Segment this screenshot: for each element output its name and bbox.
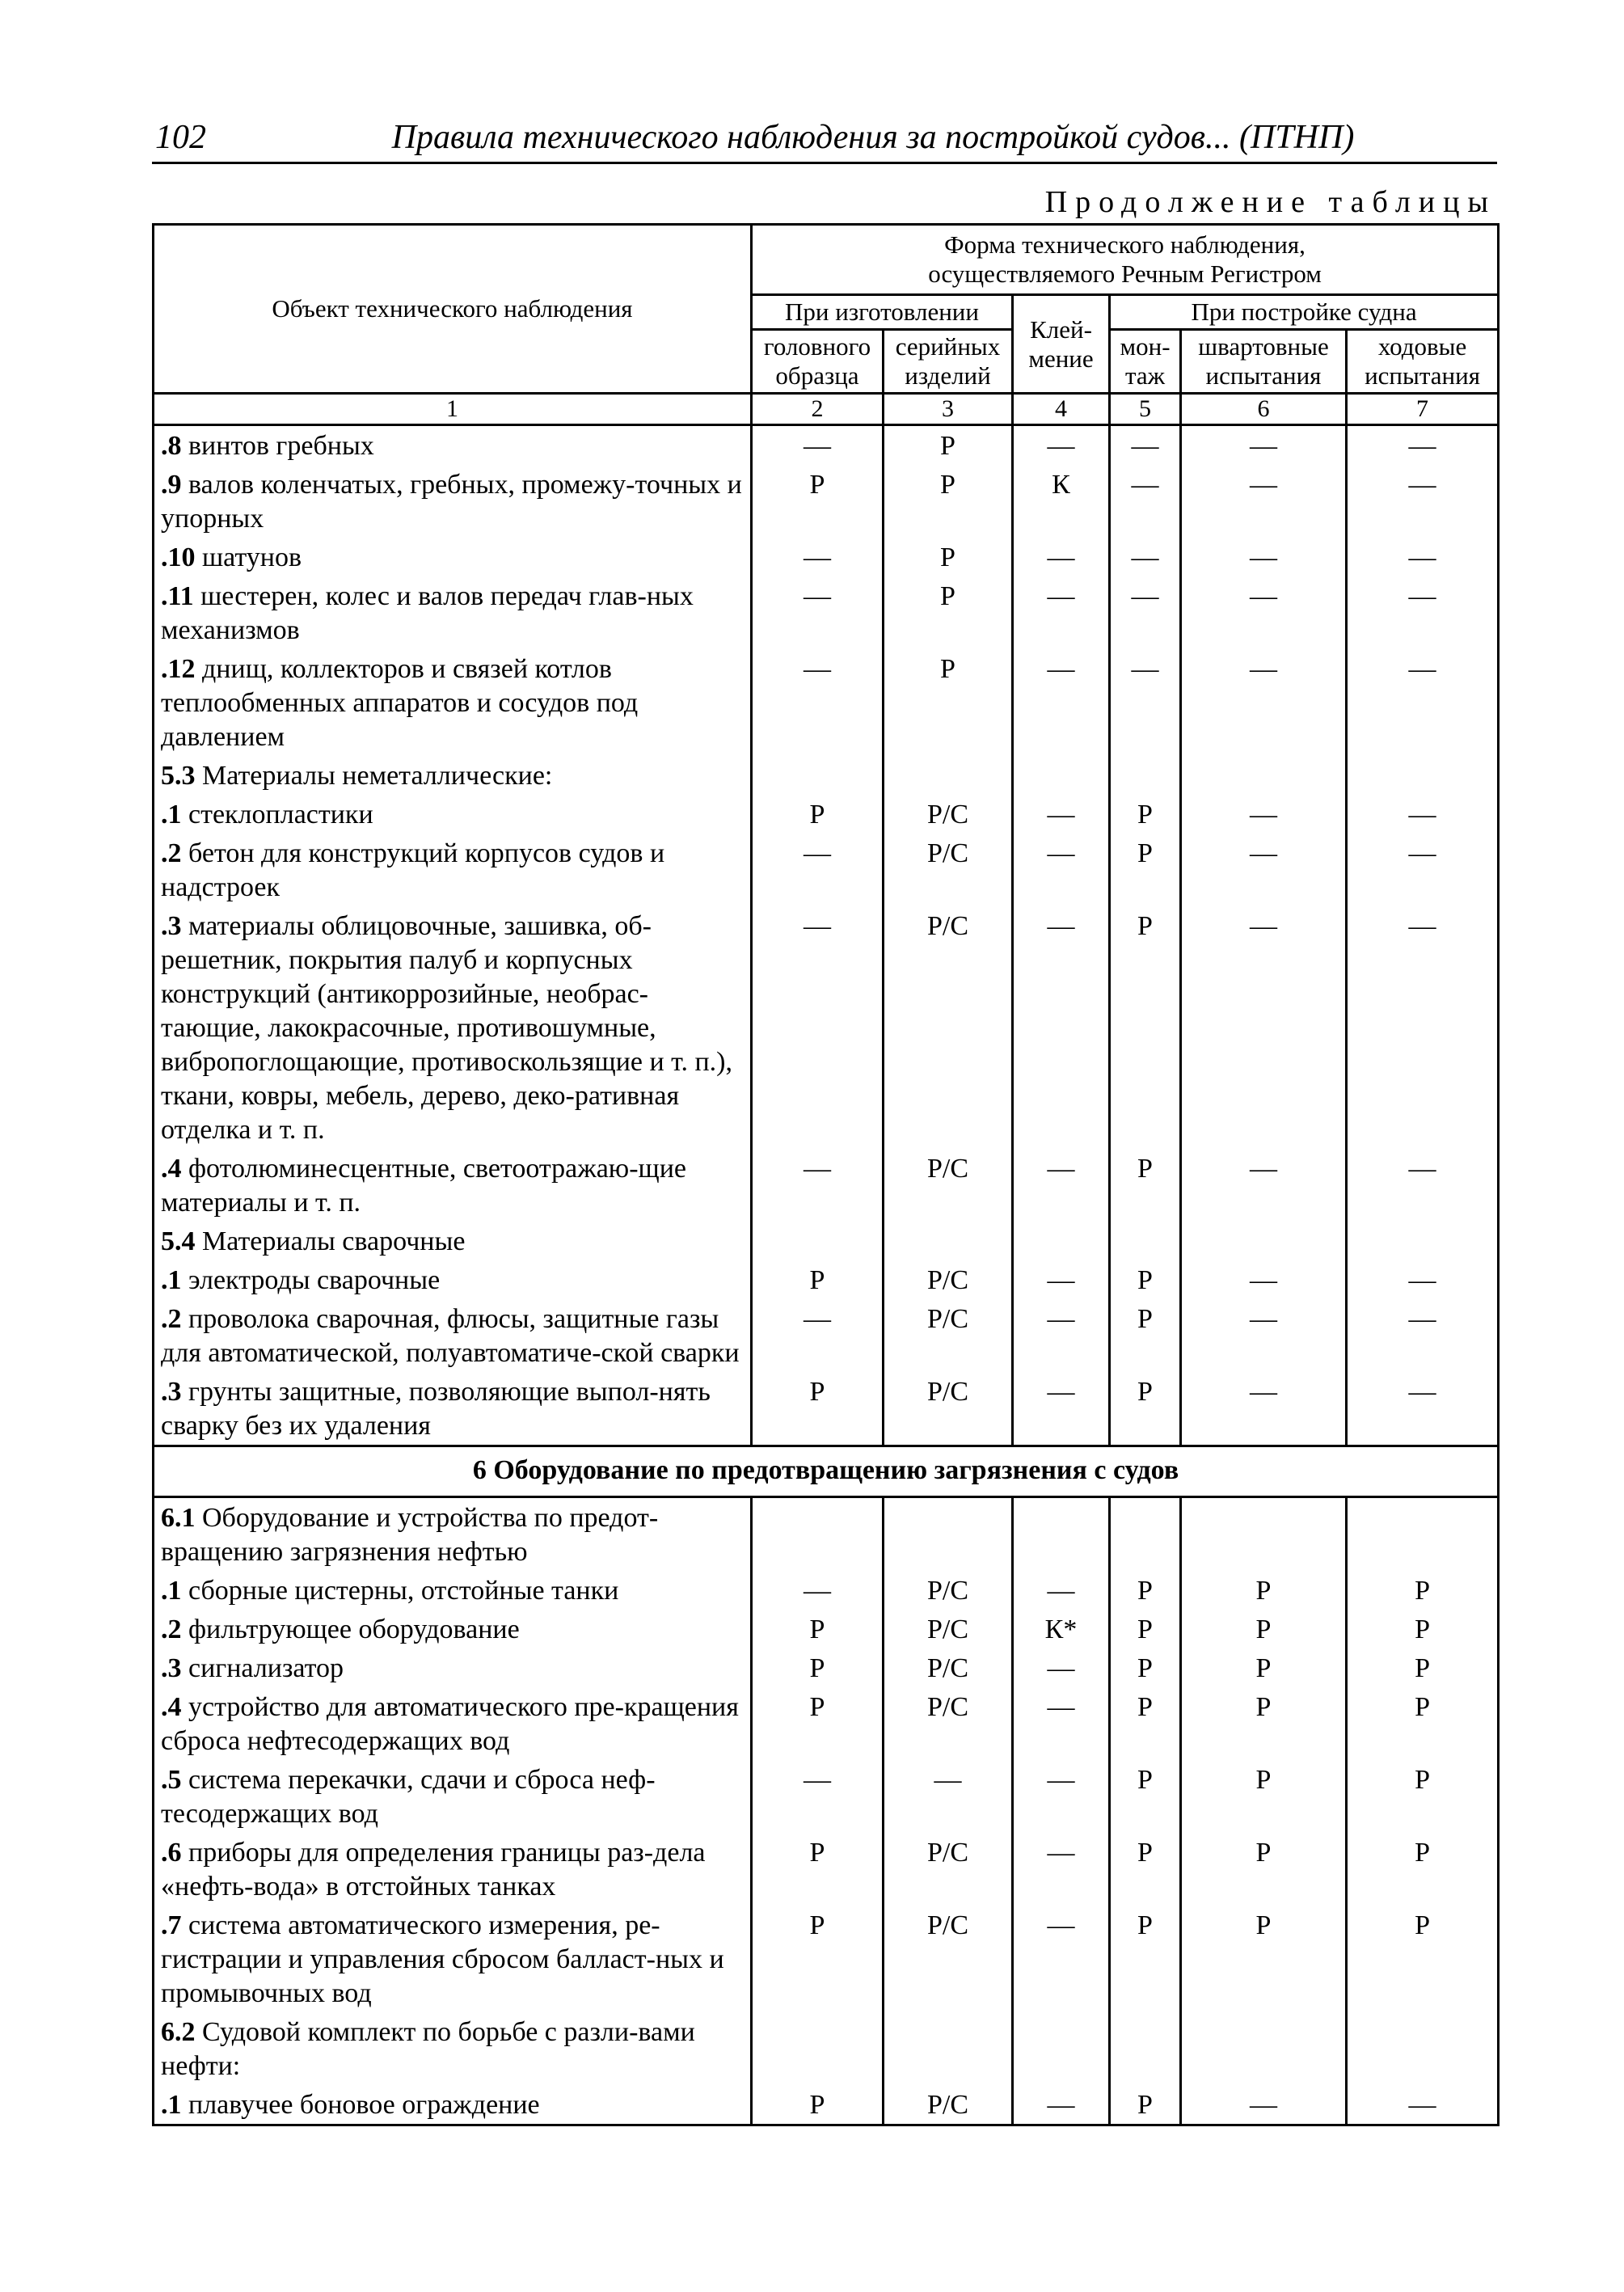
object-cell <box>154 1497 752 1572</box>
form-value-cell: — <box>1181 1372 1347 1446</box>
form-value-cell <box>1347 2012 1499 2085</box>
form-value-cell <box>1110 2012 1181 2085</box>
form-value-cell: Р <box>752 1833 884 1906</box>
table-row <box>154 538 1499 576</box>
form-value-cell: — <box>1110 576 1181 649</box>
form-value-cell: Р/С <box>884 1687 1013 1760</box>
form-value-cell: — <box>1013 2085 1110 2125</box>
form-value-cell <box>1347 1497 1499 1572</box>
form-value-cell: Р <box>752 1687 884 1760</box>
item-text: система автоматического измерения, ре-гистрации и управления сбросом балласт-ных и промывочных вод <box>161 1910 724 2008</box>
form-value-cell <box>1181 1497 1347 1572</box>
form-value-cell: — <box>1347 425 1499 466</box>
item-number: .12 <box>161 654 196 684</box>
col-number: 6 <box>1181 394 1347 425</box>
table-row <box>154 1648 1499 1687</box>
item-text: шатунов <box>195 542 302 572</box>
section-row <box>154 1446 1499 1497</box>
form-value-cell: — <box>1181 906 1347 1149</box>
table-row <box>154 425 1499 466</box>
form-value-cell: — <box>1181 2085 1347 2125</box>
form-value-cell: — <box>752 425 884 466</box>
form-value-cell: Р <box>884 425 1013 466</box>
object-cell <box>154 2085 752 2125</box>
technical-supervision-table <box>152 223 1500 2126</box>
form-value-cell: — <box>1347 1149 1499 1222</box>
page-header <box>152 113 1497 164</box>
form-value-cell: — <box>1013 1260 1110 1299</box>
item-text: Оборудование и устройства по предот-вращению загрязнения нефтью <box>161 1503 659 1567</box>
form-value-cell: — <box>752 1299 884 1372</box>
form-value-cell: Р <box>752 1906 884 2012</box>
form-value-cell: — <box>1013 576 1110 649</box>
form-value-cell <box>1347 756 1499 795</box>
item-number: .2 <box>161 838 182 868</box>
form-value-cell <box>752 1497 884 1572</box>
form-value-cell: Р/С <box>884 1372 1013 1446</box>
item-number: 5.3 <box>161 761 196 791</box>
form-value-cell <box>1013 756 1110 795</box>
table-body <box>154 425 1499 2125</box>
form-value-cell: Р/С <box>884 1571 1013 1610</box>
form-value-cell: — <box>752 576 884 649</box>
item-number: .11 <box>161 581 194 611</box>
form-value-cell: Р <box>884 538 1013 576</box>
table-row <box>154 2012 1499 2085</box>
form-value-cell <box>1013 2012 1110 2085</box>
form-value-cell: Р <box>1181 1648 1347 1687</box>
form-value-cell: Р <box>1110 1760 1181 1833</box>
form-value-cell: Р <box>1110 1906 1181 2012</box>
form-value-cell: — <box>1347 649 1499 756</box>
item-number: .6 <box>161 1838 182 1868</box>
form-value-cell <box>1181 756 1347 795</box>
object-cell <box>154 1648 752 1687</box>
header-branding: Клей-мение <box>1013 295 1110 394</box>
form-value-cell: Р <box>752 1610 884 1648</box>
header-manufacture: При изготовлении <box>752 295 1013 330</box>
form-value-cell: Р <box>1347 1610 1499 1648</box>
form-value-cell: Р <box>752 795 884 834</box>
form-value-cell: — <box>1347 795 1499 834</box>
form-value-cell: Р/С <box>884 1610 1013 1648</box>
form-value-cell: — <box>752 649 884 756</box>
item-text: система перекачки, сдачи и сброса неф-тесодержащих вод <box>161 1765 656 1829</box>
form-value-cell: Р <box>884 576 1013 649</box>
form-value-cell: Р/С <box>884 1833 1013 1906</box>
object-cell <box>154 1149 752 1222</box>
form-value-cell <box>752 2012 884 2085</box>
object-cell <box>154 1833 752 1906</box>
form-value-cell <box>884 1222 1013 1260</box>
form-value-cell <box>1013 1222 1110 1260</box>
form-value-cell: — <box>1013 1299 1110 1372</box>
table-row <box>154 1571 1499 1610</box>
object-cell <box>154 1299 752 1372</box>
form-value-cell: Р <box>1110 1833 1181 1906</box>
form-value-cell: — <box>1347 576 1499 649</box>
form-value-cell: Р/С <box>884 795 1013 834</box>
form-value-cell: — <box>1347 834 1499 906</box>
form-value-cell <box>1110 1497 1181 1572</box>
form-value-cell: Р <box>752 465 884 538</box>
form-value-cell: Р <box>1347 1571 1499 1610</box>
header-prototype: головного образца <box>752 330 884 394</box>
item-number: 5.4 <box>161 1226 196 1256</box>
item-number: .4 <box>161 1154 182 1184</box>
form-value-cell: — <box>884 1760 1013 1833</box>
header-construction: При постройке судна <box>1110 295 1499 330</box>
page-number: 102 <box>155 119 206 156</box>
item-number: .1 <box>161 2090 182 2120</box>
table-row <box>154 1833 1499 1906</box>
form-value-cell: — <box>1110 538 1181 576</box>
form-value-cell: — <box>1347 906 1499 1149</box>
form-value-cell <box>884 1497 1013 1572</box>
object-cell <box>154 1260 752 1299</box>
col-number: 5 <box>1110 394 1181 425</box>
form-value-cell: — <box>1013 1760 1110 1833</box>
object-cell <box>154 1687 752 1760</box>
item-text: сигнализатор <box>181 1653 344 1683</box>
form-value-cell: Р <box>1110 834 1181 906</box>
form-value-cell: — <box>1013 1149 1110 1222</box>
form-value-cell: — <box>752 834 884 906</box>
header-sea-trials: ходовые испытания <box>1347 330 1499 394</box>
header-serial: серийных изделий <box>884 330 1013 394</box>
form-value-cell: Р <box>1110 906 1181 1149</box>
item-number: .3 <box>161 1653 182 1683</box>
table-row <box>154 1906 1499 2012</box>
item-text: стеклопластики <box>181 800 373 829</box>
section-title: 6 Оборудование по предотвращению загрязнения с судов <box>154 1446 1499 1497</box>
item-text: фотолюминесцентные, светоотражаю-щие материалы и т. п. <box>161 1154 687 1218</box>
table-row <box>154 1222 1499 1260</box>
object-cell <box>154 1222 752 1260</box>
header-mooring-tests: швартовные испытания <box>1181 330 1347 394</box>
item-number: .7 <box>161 1910 182 1940</box>
form-value-cell: — <box>1181 538 1347 576</box>
form-value-cell: Р <box>1181 1610 1347 1648</box>
item-number: .9 <box>161 470 182 500</box>
item-text: материалы облицовочные, зашивка, об-решетник, покрытия палуб и корпусных конструкций (антикоррозийные, необрас-тающие, лакокрасочные, противошумные, вибропоглощающие, противоскользящие и т. п.), ткани, ковры, мебель, дерево, деко-ративная отделка и т. п. <box>161 911 732 1145</box>
table-row <box>154 649 1499 756</box>
object-cell <box>154 1610 752 1648</box>
table-row <box>154 1497 1499 1572</box>
form-value-cell: — <box>1347 1260 1499 1299</box>
form-value-cell: — <box>1347 1299 1499 1372</box>
form-value-cell: — <box>1013 795 1110 834</box>
form-value-cell: — <box>1013 649 1110 756</box>
item-text: приборы для определения границы раз-дела «нефть-вода» в отстойных танках <box>161 1838 706 1902</box>
form-value-cell: — <box>1013 1571 1110 1610</box>
form-value-cell: Р <box>1110 1687 1181 1760</box>
form-value-cell: Р <box>1110 2085 1181 2125</box>
table-row <box>154 1149 1499 1222</box>
form-value-cell: — <box>1013 906 1110 1149</box>
form-value-cell: Р <box>752 1648 884 1687</box>
object-cell <box>154 1906 752 2012</box>
form-value-cell: — <box>1013 1372 1110 1446</box>
form-value-cell: — <box>1181 425 1347 466</box>
col-number: 7 <box>1347 394 1499 425</box>
form-value-cell: — <box>1181 1149 1347 1222</box>
form-value-cell: — <box>1181 795 1347 834</box>
object-cell <box>154 795 752 834</box>
form-value-cell: Р <box>884 465 1013 538</box>
form-value-cell: Р <box>1110 1372 1181 1446</box>
table-row <box>154 1760 1499 1833</box>
form-value-cell: К* <box>1013 1610 1110 1648</box>
form-value-cell: Р <box>1347 1760 1499 1833</box>
form-value-cell: Р <box>1181 1760 1347 1833</box>
table-row <box>154 1372 1499 1446</box>
item-text: проволока сварочная, флюсы, защитные газы для автоматической, полуавтоматиче-ской сварки <box>161 1304 740 1368</box>
form-value-cell: Р <box>1181 1687 1347 1760</box>
item-text: плавучее боновое ограждение <box>181 2090 540 2120</box>
form-value-cell: — <box>752 538 884 576</box>
form-value-cell: Р/С <box>884 834 1013 906</box>
item-number: .1 <box>161 800 182 829</box>
header-form: Форма технического наблюдения, осуществляемого Речным Регистром <box>752 225 1499 295</box>
item-text: винтов гребных <box>181 431 374 461</box>
form-value-cell: — <box>752 906 884 1149</box>
form-value-cell: — <box>1013 834 1110 906</box>
object-cell <box>154 1372 752 1446</box>
object-cell <box>154 465 752 538</box>
object-cell <box>154 834 752 906</box>
form-value-cell: Р/С <box>884 1299 1013 1372</box>
item-text: Судовой комплект по борьбе с разли-вами нефти: <box>161 2017 695 2081</box>
form-value-cell: — <box>1110 465 1181 538</box>
form-value-cell: — <box>752 1571 884 1610</box>
object-cell <box>154 425 752 466</box>
item-text: шестерен, колес и валов передач глав-ных механизмов <box>161 581 694 645</box>
form-value-cell: — <box>1347 538 1499 576</box>
form-value-cell: — <box>1347 2085 1499 2125</box>
table-row <box>154 1687 1499 1760</box>
form-value-cell: — <box>752 1149 884 1222</box>
item-number: .3 <box>161 911 182 941</box>
table-row <box>154 465 1499 538</box>
form-value-cell: — <box>1013 1687 1110 1760</box>
table-row <box>154 2085 1499 2125</box>
item-number: .5 <box>161 1765 182 1795</box>
form-value-cell: Р <box>1110 1648 1181 1687</box>
object-cell <box>154 538 752 576</box>
item-text: днищ, коллекторов и связей котлов теплообменных аппаратов и сосудов под давлением <box>161 654 639 752</box>
table-row <box>154 834 1499 906</box>
item-number: .2 <box>161 1615 182 1644</box>
form-value-cell: Р <box>1110 1299 1181 1372</box>
object-cell <box>154 649 752 756</box>
col-number: 2 <box>752 394 884 425</box>
form-value-cell: Р <box>1347 1687 1499 1760</box>
form-value-cell: — <box>1013 1648 1110 1687</box>
col-number: 3 <box>884 394 1013 425</box>
form-value-cell <box>1347 1222 1499 1260</box>
form-value-cell: Р/С <box>884 906 1013 1149</box>
form-value-cell: — <box>1110 425 1181 466</box>
table-row <box>154 1299 1499 1372</box>
item-text: грунты защитные, позволяющие выпол-нять сварку без их удаления <box>161 1377 711 1441</box>
object-cell <box>154 1760 752 1833</box>
table-row <box>154 795 1499 834</box>
object-cell <box>154 756 752 795</box>
form-value-cell: — <box>1181 649 1347 756</box>
form-value-cell <box>884 2012 1013 2085</box>
form-value-cell <box>1110 756 1181 795</box>
form-value-cell: — <box>1181 465 1347 538</box>
item-text: Материалы неметаллические: <box>195 761 553 791</box>
form-value-cell: — <box>1181 834 1347 906</box>
object-cell <box>154 2012 752 2085</box>
form-value-cell: — <box>1013 1833 1110 1906</box>
form-value-cell: Р <box>1347 1648 1499 1687</box>
form-value-cell <box>752 1222 884 1260</box>
form-value-cell: Р <box>1110 795 1181 834</box>
item-text: Материалы сварочные <box>195 1226 466 1256</box>
form-value-cell: — <box>752 1760 884 1833</box>
column-numbers-row <box>154 394 1499 425</box>
form-value-cell: Р <box>1347 1906 1499 2012</box>
form-value-cell: Р <box>1110 1571 1181 1610</box>
item-number: 6.2 <box>161 2017 196 2047</box>
table-row <box>154 906 1499 1149</box>
table-row <box>154 1610 1499 1648</box>
form-value-cell: — <box>1347 465 1499 538</box>
item-text: бетон для конструкций корпусов судов и надстроек <box>161 838 665 902</box>
form-value-cell: Р/С <box>884 1260 1013 1299</box>
header-mounting: мон-таж <box>1110 330 1181 394</box>
form-value-cell: Р <box>884 649 1013 756</box>
item-number: .1 <box>161 1576 182 1606</box>
header-object: Объект технического наблюдения <box>154 225 752 394</box>
form-value-cell: — <box>1013 1906 1110 2012</box>
form-value-cell: Р <box>752 1260 884 1299</box>
item-text: валов коленчатых, гребных, промежу-точных и упорных <box>161 470 742 534</box>
form-value-cell <box>1110 1222 1181 1260</box>
item-number: .8 <box>161 431 182 461</box>
col-number: 4 <box>1013 394 1110 425</box>
form-value-cell: Р <box>752 1372 884 1446</box>
form-value-cell: — <box>1013 538 1110 576</box>
form-value-cell: — <box>1181 1299 1347 1372</box>
form-value-cell: Р/С <box>884 1906 1013 2012</box>
item-text: электроды сварочные <box>181 1265 441 1295</box>
running-title: Правила технического наблюдения за постройкой судов... (ПТНП) <box>391 119 1355 156</box>
item-number: 6.1 <box>161 1503 196 1533</box>
item-text: сборные цистерны, отстойные танки <box>181 1576 619 1606</box>
form-value-cell: Р/С <box>884 1149 1013 1222</box>
form-value-cell <box>884 756 1013 795</box>
form-value-cell: Р/С <box>884 2085 1013 2125</box>
item-text: устройство для автоматического пре-кращения сброса нефтесодержащих вод <box>161 1692 739 1756</box>
form-value-cell: — <box>1347 1372 1499 1446</box>
table-continuation-label: Продолжение таблицы <box>1044 185 1496 219</box>
form-value-cell: Р <box>1347 1833 1499 1906</box>
form-value-cell: Р <box>1110 1260 1181 1299</box>
form-value-cell: Р <box>1110 1149 1181 1222</box>
form-value-cell <box>752 756 884 795</box>
form-value-cell: Р <box>1181 1906 1347 2012</box>
form-value-cell: Р <box>1110 1610 1181 1648</box>
table-row <box>154 1260 1499 1299</box>
form-value-cell: К <box>1013 465 1110 538</box>
object-cell <box>154 576 752 649</box>
item-number: .4 <box>161 1692 182 1722</box>
item-number: .1 <box>161 1265 182 1295</box>
form-value-cell <box>1181 2012 1347 2085</box>
form-value-cell <box>1181 1222 1347 1260</box>
col-number: 1 <box>154 394 752 425</box>
form-value-cell: — <box>1110 649 1181 756</box>
form-value-cell: Р <box>752 2085 884 2125</box>
table-row <box>154 576 1499 649</box>
object-cell <box>154 1571 752 1610</box>
form-value-cell: Р <box>1181 1571 1347 1610</box>
form-value-cell: — <box>1013 425 1110 466</box>
item-number: .2 <box>161 1304 182 1334</box>
table-head <box>154 225 1499 425</box>
table-row <box>154 756 1499 795</box>
form-value-cell: Р <box>1181 1833 1347 1906</box>
form-value-cell: — <box>1181 576 1347 649</box>
form-value-cell: — <box>1181 1260 1347 1299</box>
item-number: .10 <box>161 542 196 572</box>
item-number: .3 <box>161 1377 182 1407</box>
form-value-cell <box>1013 1497 1110 1572</box>
item-text: фильтрующее оборудование <box>181 1615 520 1644</box>
form-value-cell: Р/С <box>884 1648 1013 1687</box>
object-cell <box>154 906 752 1149</box>
